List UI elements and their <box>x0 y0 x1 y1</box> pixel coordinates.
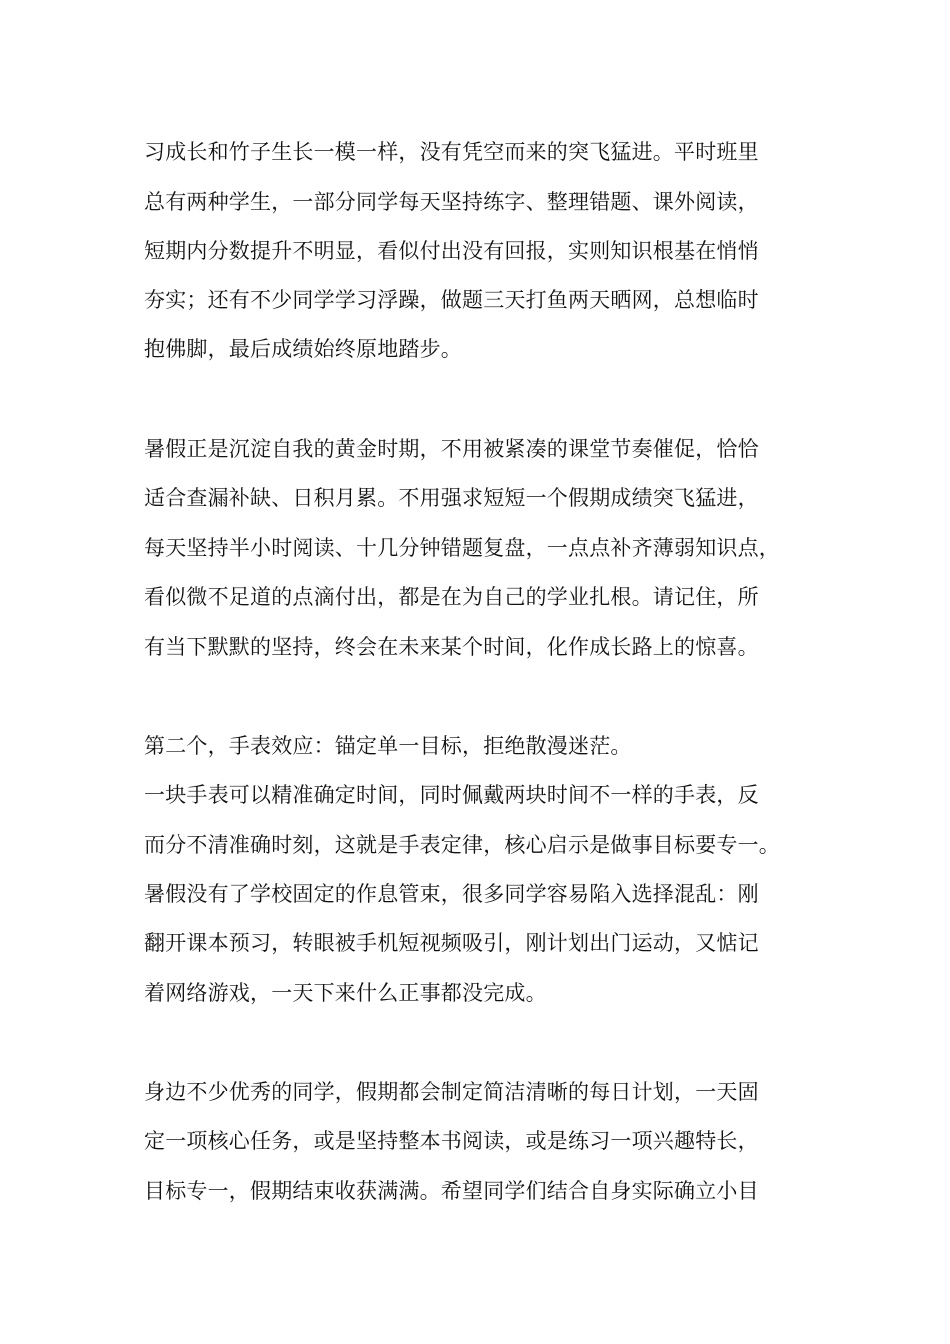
section-heading: 第二个，手表效应：锚定单一目标，拒绝散漫迷茫。 <box>144 734 632 758</box>
text-line: 抱佛脚，最后成绩始终原地踏步。 <box>144 337 462 361</box>
text-line: 定一项核心任务，或是坚持整本书阅读，或是练习一项兴趣特长， <box>144 1129 759 1153</box>
text-line: 着网络游戏，一天下来什么正事都没完成。 <box>144 981 547 1005</box>
text-line: 每天坚持半小时阅读、十几分钟错题复盘，一点点补齐薄弱知识点， <box>144 536 780 560</box>
text-line: 夯实；还有不少同学学习浮躁，做题三天打鱼两天晒网，总想临时 <box>144 288 759 312</box>
text-line: 身边不少优秀的同学，假期都会制定简洁清晰的每日计划，一天固 <box>144 1080 759 1104</box>
text-line: 看似微不足道的点滴付出，都是在为自己的学业扎根。请记住，所 <box>144 585 759 609</box>
text-line: 翻开课本预习，转眼被手机短视频吸引，刚计划出门运动，又惦记 <box>144 931 759 955</box>
text-line: 而分不清准确时刻，这就是手表定律，核心启示是做事目标要专一。 <box>144 833 780 857</box>
text-line: 习成长和竹子生长一模一样，没有凭空而来的突飞猛进。平时班里 <box>144 140 759 164</box>
text-line: 目标专一，假期结束收获满满。希望同学们结合自身实际确立小目 <box>144 1179 759 1203</box>
text-line: 适合查漏补缺、日积月累。不用强求短短一个假期成绩突飞猛进， <box>144 486 759 510</box>
text-line: 有当下默默的坚持，终会在未来某个时间，化作成长路上的惊喜。 <box>144 635 759 659</box>
text-line: 暑假正是沉淀自我的黄金时期，不用被紧凑的课堂节奏催促，恰恰 <box>144 437 759 461</box>
text-line: 总有两种学生，一部分同学每天坚持练字、整理错题、课外阅读， <box>144 190 759 214</box>
text-line: 一块手表可以精准确定时间，同时佩戴两块时间不一样的手表，反 <box>144 783 759 807</box>
text-line: 暑假没有了学校固定的作息管束，很多同学容易陷入选择混乱：刚 <box>144 882 759 906</box>
text-line: 短期内分数提升不明显，看似付出没有回报，实则知识根基在悄悄 <box>144 239 759 263</box>
